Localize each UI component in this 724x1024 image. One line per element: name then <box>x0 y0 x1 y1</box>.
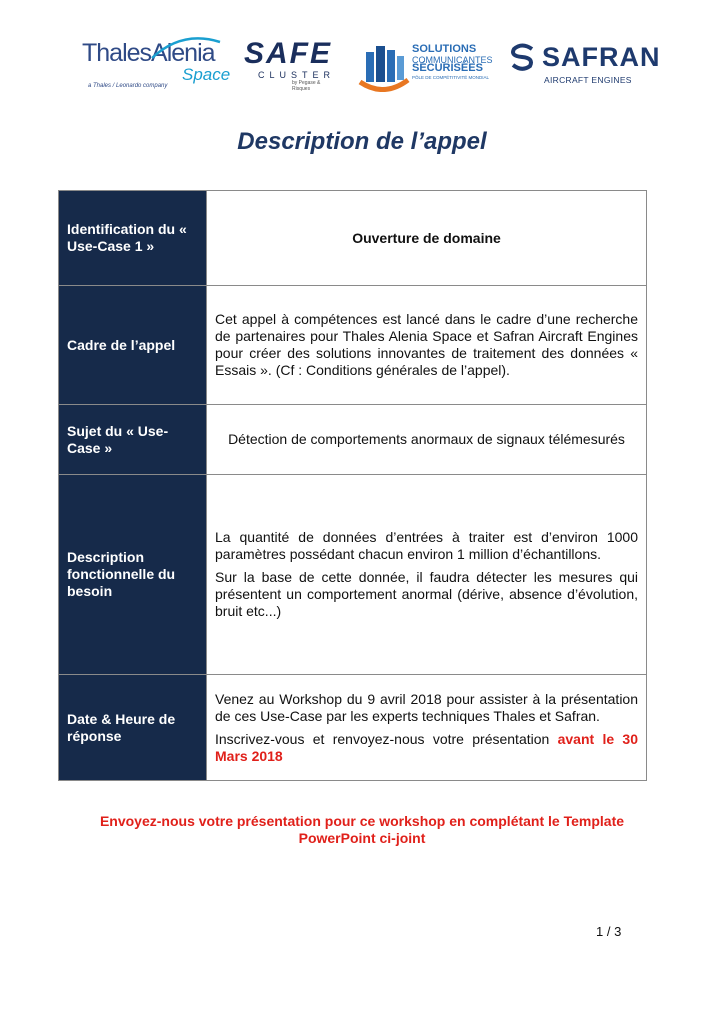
identification-label: Identification du « Use-Case 1 » <box>59 191 207 286</box>
cadre-value: Cet appel à compétences est lancé dans le cadre d’une recherche de partenaires pour Thales Alenia Space et Safran Aircraft Engines pour créer des solutions innovantes de traitement des données « Essais ». (Cf : Conditions générales de l’appel). <box>207 286 647 405</box>
safran-mark-icon <box>508 42 538 72</box>
sujet-label: Sujet du « Use-Case » <box>59 405 207 475</box>
deadline-text: avant le 30 Mars 2018 <box>215 730 638 764</box>
safe-byline: by Pegase & Risques <box>292 80 321 92</box>
besoin-paragraph-1: La quantité de données d’entrées à traiter est d’environ 1000 paramètres possédant chacun environ 1 million d’échantillons. <box>215 529 638 562</box>
table-row <box>59 405 647 475</box>
sujet-value: Détection de comportements anormaux de signaux télémesurés <box>207 405 647 475</box>
logo-bar <box>0 26 724 96</box>
safe-cluster-logo <box>244 38 336 98</box>
safe-wordmark: SAFE <box>244 37 333 70</box>
solutions-line3: SÉCURISÉES <box>412 62 483 74</box>
towers-icon <box>358 42 410 92</box>
solutions-line4: PÔLE DE COMPÉTITIVITÉ MONDIAL <box>412 75 490 80</box>
date-paragraph-2 <box>215 731 638 765</box>
solutions-line1: SOLUTIONS <box>412 43 477 55</box>
thales-tagline: a Thales / Leonardo company <box>88 83 168 89</box>
aircraft-engines-wordmark: AIRCRAFT ENGINES <box>544 75 632 85</box>
table-row <box>59 675 647 781</box>
solutions-line2: COMMUNICANTES <box>412 55 493 65</box>
thales-alenia-space-logo <box>82 39 231 96</box>
besoin-label: Description fonctionnelle du besoin <box>59 475 207 675</box>
identification-value: Ouverture de domaine <box>207 191 647 286</box>
safran-wordmark: SAFRAN <box>542 42 661 72</box>
safran-logo <box>508 40 661 96</box>
call-description-table <box>58 190 647 781</box>
thales-swoosh-icon <box>142 36 222 66</box>
besoin-paragraph-2: Sur la base de cette donnée, il faudra détecter les mesures qui présentent un comportement anormal (dérive, absence d’évolution, bruit etc...) <box>215 569 638 619</box>
table-row <box>59 475 647 675</box>
date-paragraph-1: Venez au Workshop du 9 avril 2018 pour assister à la présentation de ces Use-Case par les experts techniques Thales et Safran. <box>215 690 638 724</box>
date-value <box>207 675 647 781</box>
page-number: 1 / 3 <box>596 924 622 939</box>
date-label: Date & Heure de réponse <box>59 675 207 781</box>
cadre-label: Cadre de l’appel <box>59 286 207 405</box>
thales-alenia-wordmark: ThalesAlenia <box>82 39 215 67</box>
footer-note: Envoyez-nous votre présentation pour ce workshop en complétant le Template PowerPoint ci-joint <box>99 813 625 846</box>
document-title: Description de l’appel <box>237 128 487 155</box>
cluster-wordmark: CLUSTER <box>258 70 336 80</box>
space-wordmark: Space <box>182 65 231 84</box>
table-row <box>59 286 647 405</box>
solutions-communicantes-logo <box>356 40 496 96</box>
date-paragraph-2-text: Inscrivez-vous et renvoyez-nous votre présentation <box>215 730 558 747</box>
table-row <box>59 191 647 286</box>
besoin-value <box>207 475 647 675</box>
